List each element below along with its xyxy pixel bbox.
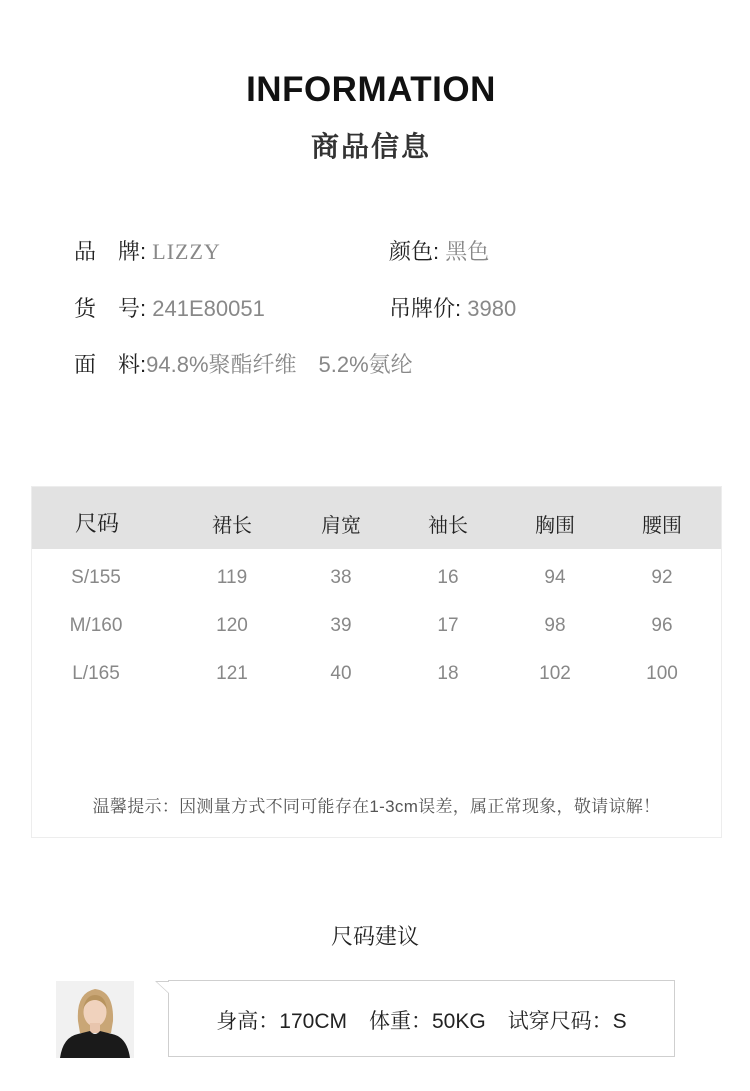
cell-dress-length: 121 [216,663,248,684]
cell-waist: 100 [646,663,678,684]
sku-value: 241E80051 [152,296,265,321]
cell-shoulder: 39 [330,615,352,636]
header-sleeve: 袖长 [428,515,468,537]
suggest-height: 身高：170CM [216,1010,347,1033]
header-dress-length: 裙长 [212,515,252,537]
sku-label: 货 号: [74,296,147,321]
cell-size: M/160 [69,615,123,636]
fabric-row [74,348,413,379]
suggest-weight: 体重：50KG [368,1010,486,1033]
brand-row [74,235,221,266]
size-suggestion-title: 尺码建议 [330,924,419,949]
price-row [389,292,516,323]
cell-waist: 92 [651,567,673,588]
suggest-trial-size: 试穿尺码：S [507,1010,627,1033]
cell-chest: 98 [544,615,566,636]
size-table [31,486,722,838]
cell-chest: 102 [539,663,571,684]
cell-sleeve: 17 [437,615,459,636]
cell-chest: 94 [544,567,566,588]
measurement-tip: 温馨提示：因测量方式不同可能存在1-3cm误差，属正常现象，敬请谅解！ [92,797,661,816]
header-size: 尺码 [74,511,119,536]
color-row [389,235,489,266]
cell-sleeve: 18 [437,663,459,684]
model-portrait-icon [56,981,134,1058]
header-waist: 腰围 [642,515,682,537]
title-cn: 商品信息 [310,131,431,162]
cell-dress-length: 119 [216,567,248,588]
cell-waist: 96 [651,615,673,636]
color-label: 颜色: [389,239,440,264]
price-value: 3980 [467,296,517,321]
fabric-label: 面 料: [74,352,147,377]
sku-row [74,292,265,323]
cell-dress-length: 120 [216,615,248,636]
title-en: INFORMATION [246,70,496,109]
cell-shoulder: 40 [330,663,352,684]
cell-size: L/165 [72,663,120,684]
price-label: 吊牌价: [389,296,462,321]
bubble-tail-fill [157,982,169,993]
cell-shoulder: 38 [330,567,352,588]
suggestion-bubble [168,980,675,1057]
fabric-value: 94.8%聚酯纤维 5.2%氨纶 [146,352,413,377]
header-chest: 胸围 [535,515,575,537]
cell-size: S/155 [71,567,121,588]
brand-label: 品 牌: [74,239,147,264]
brand-value: LIZZY [152,239,221,264]
header-shoulder: 肩宽 [321,515,361,537]
cell-sleeve: 16 [437,567,459,588]
color-value: 黑色 [445,239,490,264]
model-avatar [56,981,134,1058]
size-table-header [32,487,721,549]
